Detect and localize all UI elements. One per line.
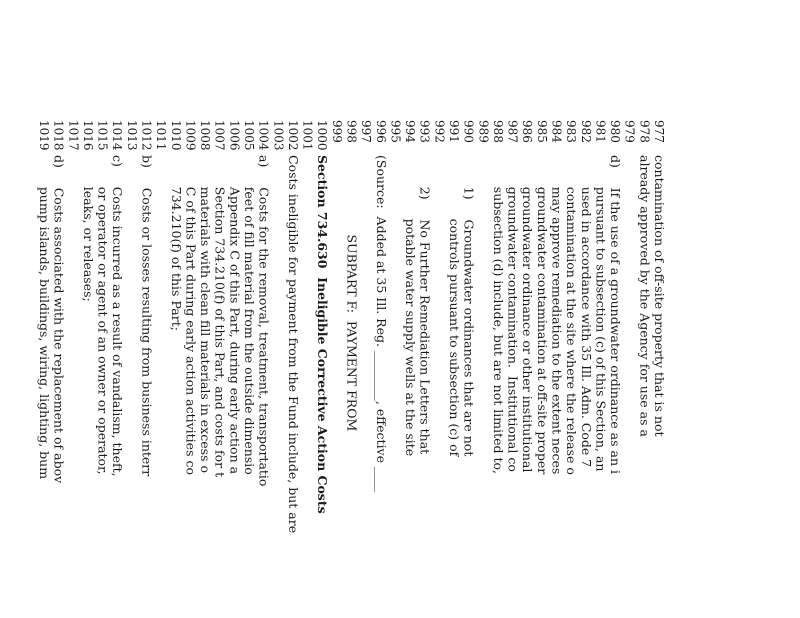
line-number: 986 [520,120,535,143]
text-line: c) Costs incurred as a result of vandalism, theft, [110,155,126,477]
line-number: 987 [505,120,520,143]
text-line: contamination at the site where the release o [564,155,580,475]
text-line: groundwater contamination at off-site proper [534,155,550,475]
text-line: b) Costs or losses resulting from business interr [139,155,155,477]
line-number: 1009 [183,120,198,151]
text-line: pump islands, buildings, wiring, lighting, bum [37,155,52,480]
line-number: 1016 [80,120,95,151]
line-number: 985 [534,120,549,143]
line-number: 992 [432,120,447,143]
line-number: 1008 [198,120,213,151]
line-number: 1017 [66,120,81,151]
text-line: groundwater contamination. Institutional co [505,155,521,472]
line-number: 981 [593,120,608,143]
text-line: Section 734.630 Ineligible Corrective Action Costs [315,155,331,514]
line-number: 997 [359,120,374,143]
text-line: groundwater ordinance or other institutional [520,155,536,473]
line-number: 979 [622,120,637,143]
line-number: 991 [447,120,461,143]
line-number: 998 [344,120,359,143]
text-line: feet of fill material from the outside dimensio [242,155,257,475]
line-number: 1010 [168,120,183,151]
line-number: 988 [490,120,505,143]
text-line: 734.210(f) of this Part; [168,155,184,331]
text-line: a) Costs for the removal, treatment, transportatio [256,155,272,487]
line-number: 1018 [51,120,66,151]
line-number: 989 [476,120,491,143]
text-line: may approve remediation to the extent neces [549,155,565,475]
line-number: 1019 [37,120,51,151]
line-number: 1005 [242,120,256,151]
text-line: SUBPART F: PAYMENT FROM [344,155,360,432]
line-number: 1002 [285,120,300,151]
text-line: materials with clean fill materials in excess o [198,155,214,473]
line-number: 1011 [154,120,169,151]
line-number: 1003 [271,120,286,151]
text-line: or operator or agent of an owner or operator, [95,155,111,475]
text-line: 2) No Further Remediation Letters that [417,155,433,455]
text-line: pursuant to subsection (c) of this Section, an [593,155,609,472]
line-number: 1015 [95,120,110,151]
text-line: subsection (d) include, but are not limited to, [490,155,506,474]
line-number: 982 [578,120,593,143]
line-number: 984 [549,120,564,143]
line-number: 993 [417,120,432,143]
line-number: 977 [652,120,666,143]
text-line: contamination of off-site property that is not [652,155,667,437]
line-number: 983 [564,120,579,143]
text-line: d) Costs associated with the replacement of abov [51,155,67,484]
line-number: 990 [461,120,476,143]
line-number: 1007 [212,120,227,151]
text-line: 1) Groundwater ordinances that are not [461,155,477,457]
line-number: 1013 [124,120,139,151]
text-line: Costs ineligible for payment from the Fund include, but are [285,155,301,534]
line-number: 994 [403,120,418,143]
text-line: Appendix C of this Part, during early action a [227,155,243,475]
text-line: already approved by the Agency for use as a [637,155,653,437]
text-line: (Source: Added at 35 Ill. Reg. ________, effective ____ [373,155,389,492]
line-number: 1006 [227,120,242,151]
line-number: 999 [329,120,344,143]
line-number: 995 [388,120,403,143]
line-number: 1000 [315,120,330,151]
text-line: Section 734.210(f) of this Part, and costs for t [212,155,228,478]
text-line: controls pursuant to subsection (c) of [447,155,462,457]
line-number: 1012 [139,120,154,151]
text-line: potable water supply wells at the site [403,155,419,457]
line-number: 1014 [110,120,125,151]
text-line: used in accordance with 35 Ill. Adm. Code 7 [578,155,594,468]
text-line: d) If the use of a groundwater ordinance as an i [608,155,624,474]
line-number: 1001 [300,120,315,151]
line-number: 978 [637,120,652,143]
text-line: leaks, or releases; [80,155,96,302]
line-number: 1004 [256,120,271,151]
line-number: 980 [608,120,623,143]
line-number: 996 [373,120,388,143]
text-line: C of this Part during early action activities co [183,155,199,475]
